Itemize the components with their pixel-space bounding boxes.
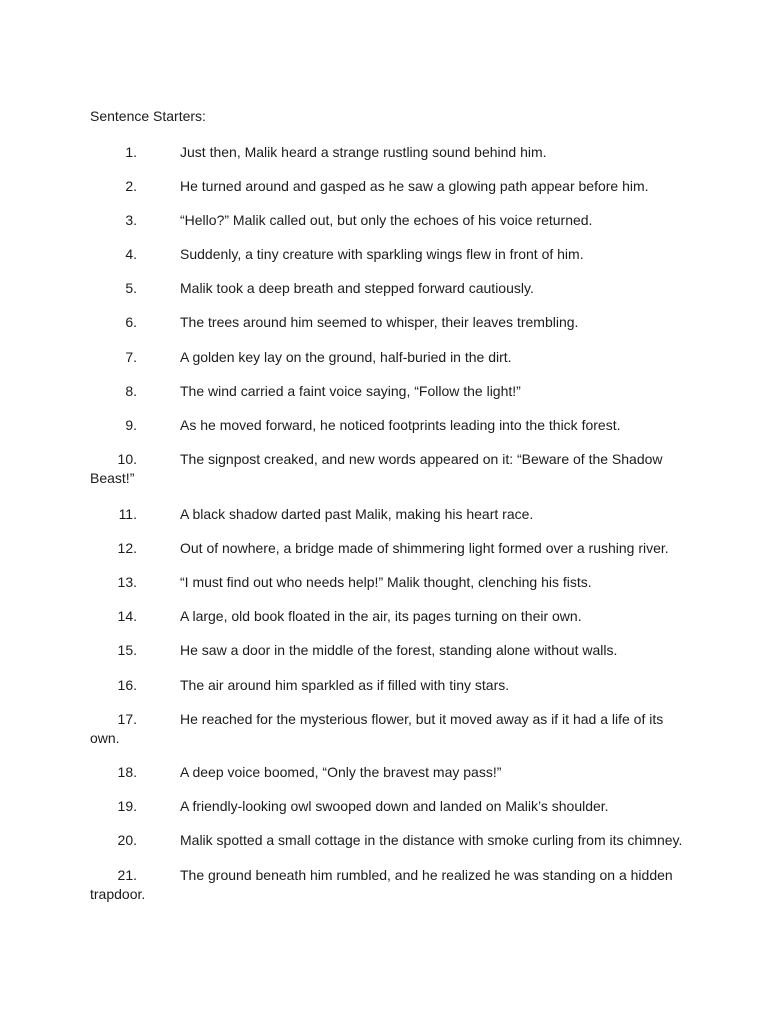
list-item (90, 763, 690, 782)
list-item (90, 641, 690, 660)
item-number: 10. (117, 451, 137, 467)
list-item (90, 279, 690, 298)
list-item (90, 245, 690, 264)
list-item (90, 382, 690, 401)
item-number: 21. (117, 867, 137, 883)
item-number: 14. (117, 608, 137, 624)
item-text-continuation: own. (90, 730, 120, 746)
list-item (90, 710, 690, 748)
item-number: 7. (125, 349, 137, 365)
list-item (90, 573, 690, 592)
item-text: A golden key lay on the ground, half-buried in the dirt. (180, 349, 512, 365)
item-text: The signpost creaked, and new words appeared on it: “Beware of the Shadow (180, 451, 663, 467)
item-text: The trees around him seemed to whisper, their leaves trembling. (180, 314, 579, 330)
item-text: The ground beneath him rumbled, and he realized he was standing on a hidden (180, 867, 673, 883)
list-item (90, 211, 690, 230)
item-number: 6. (125, 314, 137, 330)
item-number: 16. (117, 677, 137, 693)
item-text: “I must find out who needs help!” Malik thought, clenching his fists. (180, 574, 592, 590)
list-item (90, 177, 690, 196)
item-text: Just then, Malik heard a strange rustling sound behind him. (180, 144, 547, 160)
item-text: He saw a door in the middle of the forest, standing alone without walls. (180, 642, 618, 658)
item-text: Suddenly, a tiny creature with sparkling wings flew in front of him. (180, 246, 584, 262)
item-number: 20. (117, 832, 137, 848)
list-item (90, 539, 690, 558)
item-number: 3. (125, 212, 137, 228)
item-number: 12. (117, 540, 137, 556)
item-number: 19. (117, 798, 137, 814)
item-text: Malik took a deep breath and stepped forward cautiously. (180, 280, 534, 296)
list-item (90, 676, 690, 695)
item-number: 9. (125, 417, 137, 433)
item-text: The air around him sparkled as if filled with tiny stars. (180, 677, 510, 693)
item-number: 5. (125, 280, 137, 296)
list-item (90, 348, 690, 367)
item-text: A large, old book floated in the air, its pages turning on their own. (180, 608, 582, 624)
list-item (90, 313, 690, 332)
item-text: He turned around and gasped as he saw a glowing path appear before him. (180, 178, 649, 194)
item-number: 2. (125, 178, 137, 194)
item-text: A deep voice boomed, “Only the bravest may pass!” (180, 764, 502, 780)
section-heading: Sentence Starters: (90, 108, 206, 124)
item-number: 13. (117, 574, 137, 590)
list-item (90, 607, 690, 626)
list-item (90, 797, 690, 816)
item-number: 17. (117, 711, 137, 727)
list-item (90, 505, 690, 524)
item-number: 15. (117, 642, 137, 658)
item-text: The wind carried a faint voice saying, “Follow the light!” (180, 383, 521, 399)
list-item (90, 866, 690, 904)
item-number: 8. (125, 383, 137, 399)
list-item (90, 416, 690, 435)
list-item (90, 450, 690, 488)
item-number: 1. (125, 144, 137, 160)
list-item (90, 143, 690, 162)
item-number: 18. (117, 764, 137, 780)
item-text: He reached for the mysterious flower, but it moved away as if it had a life of its (180, 711, 664, 727)
item-text: A black shadow darted past Malik, making his heart race. (180, 506, 534, 522)
item-text-continuation: Beast!” (90, 470, 135, 486)
item-text-continuation: trapdoor. (90, 886, 146, 902)
item-number: 11. (118, 506, 137, 522)
list-item (90, 831, 690, 850)
item-text: As he moved forward, he noticed footprints leading into the thick forest. (180, 417, 621, 433)
item-text: A friendly-looking owl swooped down and landed on Malik’s shoulder. (180, 798, 609, 814)
item-text: “Hello?” Malik called out, but only the echoes of his voice returned. (180, 212, 593, 228)
item-number: 4. (125, 246, 137, 262)
item-text: Out of nowhere, a bridge made of shimmering light formed over a rushing river. (180, 540, 669, 556)
item-text: Malik spotted a small cottage in the distance with smoke curling from its chimney. (180, 832, 683, 848)
